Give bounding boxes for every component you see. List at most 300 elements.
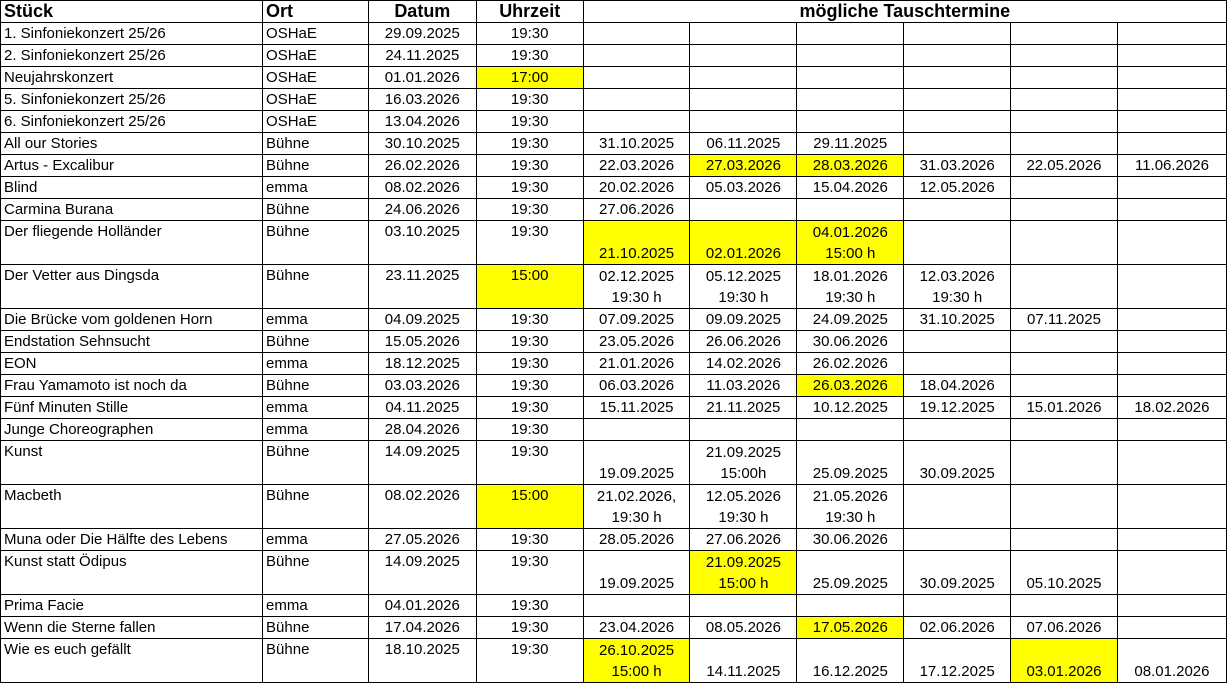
cell-date: 04.11.2025 [368, 397, 476, 419]
exchange-line1 [584, 442, 690, 463]
table-row [1, 551, 1227, 595]
cell-piece: Endstation Sehnsucht [1, 331, 263, 353]
cell-date: 24.11.2025 [368, 45, 476, 67]
cell-time: 19:30 [476, 529, 583, 551]
cell-time: 19:30 [476, 23, 583, 45]
exchange-line2: 15:00 h [718, 575, 769, 592]
cell-exchange-date [583, 639, 690, 683]
exchange-line1 [797, 552, 903, 573]
cell-piece: 6. Sinfoniekonzert 25/26 [1, 111, 263, 133]
cell-date: 24.06.2026 [368, 199, 476, 221]
cell-exchange-date: 05.03.2026 [690, 177, 797, 199]
cell-piece: Fünf Minuten Stille [1, 397, 263, 419]
cell-venue: emma [263, 397, 369, 419]
cell-piece: Wenn die Sterne fallen [1, 617, 263, 639]
table-row [1, 331, 1227, 353]
cell-exchange-date [1117, 639, 1226, 683]
cell-time: 19:30 [476, 551, 583, 595]
cell-time: 19:30 [476, 397, 583, 419]
cell-exchange-date: 15.11.2025 [583, 397, 690, 419]
exchange-line1 [904, 640, 1010, 661]
exchange-line1 [904, 442, 1010, 463]
cell-exchange-date: 12.05.2026 [904, 177, 1011, 199]
cell-exchange-date [904, 529, 1011, 551]
exchange-line1: 04.01.2026 [812, 224, 888, 241]
exchange-line2: 05.10.2025 [1026, 575, 1102, 592]
cell-exchange-date [583, 111, 690, 133]
cell-exchange-date [583, 595, 690, 617]
cell-exchange-date [583, 419, 690, 441]
exchange-line2: 19:30 h [611, 289, 662, 306]
cell-piece: 5. Sinfoniekonzert 25/26 [1, 89, 263, 111]
cell-time: 19:30 [476, 133, 583, 155]
cell-exchange-date [904, 45, 1011, 67]
exchange-line2: 19.09.2025 [599, 575, 675, 592]
cell-exchange-date: 21.11.2025 [690, 397, 797, 419]
cell-exchange-date [1117, 617, 1226, 639]
cell-exchange-date [904, 111, 1011, 133]
exchange-line2: 03.01.2026 [1026, 663, 1102, 680]
cell-exchange-date [904, 67, 1011, 89]
exchange-line2: 17.12.2025 [919, 663, 995, 680]
exchange-line2: 14.11.2025 [706, 663, 781, 680]
exchange-line2: 19:30 h [932, 289, 983, 306]
cell-exchange-date: 17.05.2026 [797, 617, 904, 639]
table-row [1, 639, 1227, 683]
exchange-line1 [797, 442, 903, 463]
exchange-line1: 05.12.2025 [705, 268, 781, 285]
cell-exchange-date [1117, 551, 1226, 595]
cell-venue: OSHaE [263, 67, 369, 89]
cell-exchange-date: 30.06.2026 [797, 529, 904, 551]
cell-exchange-date [690, 199, 797, 221]
cell-exchange-date [797, 23, 904, 45]
cell-exchange-date [1011, 23, 1118, 45]
cell-exchange-date [690, 23, 797, 45]
cell-date: 18.12.2025 [368, 353, 476, 375]
cell-piece: Muna oder Die Hälfte des Lebens [1, 529, 263, 551]
cell-exchange-date [797, 111, 904, 133]
cell-exchange-date [797, 485, 904, 529]
exchange-line2: 25.09.2025 [812, 465, 888, 482]
cell-exchange-date: 20.02.2026 [583, 177, 690, 199]
cell-exchange-date: 29.11.2025 [797, 133, 904, 155]
exchange-line2: 19:30 h [718, 289, 769, 306]
table-row [1, 177, 1227, 199]
cell-piece: 2. Sinfoniekonzert 25/26 [1, 45, 263, 67]
exchange-line2: 15:00h [720, 465, 767, 482]
cell-piece: Macbeth [1, 485, 263, 529]
cell-exchange-date [583, 221, 690, 265]
table-row [1, 155, 1227, 177]
cell-piece: Carmina Burana [1, 199, 263, 221]
cell-exchange-date: 19.12.2025 [904, 397, 1011, 419]
cell-time: 19:30 [476, 331, 583, 353]
exchange-line1: 12.05.2026 [705, 488, 781, 505]
exchange-line1 [584, 222, 690, 243]
cell-date: 14.09.2025 [368, 551, 476, 595]
cell-date: 08.02.2026 [368, 485, 476, 529]
exchange-line1: 21.09.2025 [705, 554, 781, 571]
exchange-line2: 21.10.2025 [599, 245, 675, 262]
cell-time: 19:30 [476, 353, 583, 375]
cell-date: 04.09.2025 [368, 309, 476, 331]
cell-exchange-date [797, 639, 904, 683]
cell-exchange-date [904, 353, 1011, 375]
cell-exchange-date [1117, 221, 1226, 265]
exchange-line2: 25.09.2025 [812, 575, 888, 592]
cell-exchange-date: 26.06.2026 [690, 331, 797, 353]
cell-exchange-date: 26.02.2026 [797, 353, 904, 375]
cell-exchange-date [1011, 375, 1118, 397]
cell-exchange-date [1011, 331, 1118, 353]
cell-exchange-date [904, 639, 1011, 683]
cell-piece: Der fliegende Holländer [1, 221, 263, 265]
exchange-line1 [1011, 640, 1117, 661]
cell-exchange-date: 22.05.2026 [1011, 155, 1118, 177]
cell-venue: OSHaE [263, 45, 369, 67]
cell-venue: emma [263, 419, 369, 441]
cell-date: 01.01.2026 [368, 67, 476, 89]
cell-exchange-date [583, 551, 690, 595]
table-row [1, 353, 1227, 375]
cell-exchange-date [1117, 265, 1226, 309]
exchange-line2: 15:00 h [611, 663, 662, 680]
exchange-line2: 16.12.2025 [812, 663, 888, 680]
cell-piece: Kunst [1, 441, 263, 485]
cell-exchange-date [583, 45, 690, 67]
cell-exchange-date [1117, 353, 1226, 375]
cell-exchange-date: 11.06.2026 [1117, 155, 1226, 177]
cell-exchange-date [1011, 595, 1118, 617]
table-row [1, 89, 1227, 111]
exchange-line1 [690, 222, 796, 243]
table-row [1, 199, 1227, 221]
cell-date: 18.10.2025 [368, 639, 476, 683]
cell-time: 19:30 [476, 221, 583, 265]
cell-exchange-date [1117, 529, 1226, 551]
cell-time: 19:30 [476, 111, 583, 133]
cell-time: 19:30 [476, 89, 583, 111]
cell-exchange-date: 07.06.2026 [1011, 617, 1118, 639]
cell-venue: emma [263, 309, 369, 331]
table-row [1, 265, 1227, 309]
cell-exchange-date: 15.04.2026 [797, 177, 904, 199]
cell-exchange-date: 06.11.2025 [690, 133, 797, 155]
cell-time: 19:30 [476, 639, 583, 683]
cell-exchange-date [690, 265, 797, 309]
cell-exchange-date [904, 595, 1011, 617]
cell-exchange-date [1011, 45, 1118, 67]
cell-venue: Bühne [263, 375, 369, 397]
table-row [1, 133, 1227, 155]
cell-exchange-date [1117, 133, 1226, 155]
cell-exchange-date [1011, 67, 1118, 89]
cell-exchange-date: 14.02.2026 [690, 353, 797, 375]
table-row [1, 221, 1227, 265]
exchange-line2: 15:00 h [825, 245, 876, 262]
cell-time: 19:30 [476, 309, 583, 331]
header-venue: Ort [263, 1, 369, 23]
cell-exchange-date: 08.05.2026 [690, 617, 797, 639]
exchange-line1: 26.10.2025 [599, 642, 675, 659]
table-row [1, 111, 1227, 133]
cell-exchange-date [797, 89, 904, 111]
header-piece: Stück [1, 1, 263, 23]
cell-exchange-date: 28.05.2026 [583, 529, 690, 551]
cell-exchange-date: 31.10.2025 [904, 309, 1011, 331]
cell-exchange-date [583, 89, 690, 111]
cell-exchange-date [797, 221, 904, 265]
exchange-line2: 19:30 h [825, 289, 876, 306]
cell-venue: Bühne [263, 133, 369, 155]
cell-venue: emma [263, 353, 369, 375]
exchange-line2: 19:30 h [611, 509, 662, 526]
cell-piece: Junge Choreographen [1, 419, 263, 441]
table-row [1, 419, 1227, 441]
cell-venue: Bühne [263, 155, 369, 177]
table-row [1, 45, 1227, 67]
cell-date: 23.11.2025 [368, 265, 476, 309]
cell-exchange-date [690, 111, 797, 133]
cell-venue: Bühne [263, 617, 369, 639]
cell-exchange-date [583, 23, 690, 45]
exchange-line1: 21.09.2025 [705, 444, 781, 461]
header-date: Datum [368, 1, 476, 23]
cell-exchange-date [797, 265, 904, 309]
cell-exchange-date: 11.03.2026 [690, 375, 797, 397]
cell-exchange-date [797, 45, 904, 67]
cell-venue: emma [263, 529, 369, 551]
cell-exchange-date [797, 595, 904, 617]
exchange-line2: 30.09.2025 [919, 465, 995, 482]
cell-exchange-date [797, 551, 904, 595]
cell-exchange-date: 31.03.2026 [904, 155, 1011, 177]
cell-exchange-date [1117, 111, 1226, 133]
exchange-line1: 18.01.2026 [812, 268, 888, 285]
cell-time: 19:30 [476, 595, 583, 617]
exchange-line1 [797, 640, 903, 661]
cell-exchange-date [1011, 89, 1118, 111]
cell-exchange-date: 18.02.2026 [1117, 397, 1226, 419]
table-row [1, 23, 1227, 45]
cell-exchange-date [797, 199, 904, 221]
exchange-line1 [690, 640, 796, 661]
cell-date: 08.02.2026 [368, 177, 476, 199]
cell-exchange-date: 09.09.2025 [690, 309, 797, 331]
cell-venue: Bühne [263, 199, 369, 221]
cell-exchange-date [904, 265, 1011, 309]
cell-exchange-date: 02.06.2026 [904, 617, 1011, 639]
exchange-line2: 02.01.2026 [705, 245, 781, 262]
cell-time: 19:30 [476, 177, 583, 199]
cell-exchange-date [690, 551, 797, 595]
cell-time: 19:30 [476, 45, 583, 67]
exchange-line2: 19:30 h [825, 509, 876, 526]
cell-exchange-date [904, 485, 1011, 529]
cell-exchange-date [690, 221, 797, 265]
table-row [1, 485, 1227, 529]
table-row [1, 617, 1227, 639]
cell-exchange-date [1011, 639, 1118, 683]
cell-exchange-date: 27.06.2026 [690, 529, 797, 551]
exchange-line2: 30.09.2025 [919, 575, 995, 592]
cell-exchange-date [1011, 419, 1118, 441]
cell-exchange-date [797, 67, 904, 89]
cell-exchange-date [1117, 595, 1226, 617]
cell-exchange-date [904, 551, 1011, 595]
cell-exchange-date [904, 23, 1011, 45]
cell-date: 03.10.2025 [368, 221, 476, 265]
cell-time: 15:00 [476, 485, 583, 529]
cell-exchange-date [1117, 309, 1226, 331]
cell-piece: 1. Sinfoniekonzert 25/26 [1, 23, 263, 45]
cell-exchange-date: 15.01.2026 [1011, 397, 1118, 419]
cell-exchange-date [1117, 419, 1226, 441]
cell-date: 28.04.2026 [368, 419, 476, 441]
cell-venue: Bühne [263, 331, 369, 353]
cell-exchange-date: 31.10.2025 [583, 133, 690, 155]
cell-venue: OSHaE [263, 111, 369, 133]
cell-piece: Frau Yamamoto ist noch da [1, 375, 263, 397]
cell-exchange-date: 28.03.2026 [797, 155, 904, 177]
cell-venue: Bühne [263, 639, 369, 683]
cell-exchange-date: 07.11.2025 [1011, 309, 1118, 331]
cell-time: 17:00 [476, 67, 583, 89]
cell-exchange-date [690, 639, 797, 683]
cell-exchange-date [797, 441, 904, 485]
cell-piece: EON [1, 353, 263, 375]
header-row [1, 1, 1227, 23]
exchange-line1: 21.05.2026 [812, 488, 888, 505]
exchange-line2: 19.09.2025 [599, 465, 675, 482]
cell-exchange-date: 27.06.2026 [583, 199, 690, 221]
cell-exchange-date [1011, 199, 1118, 221]
cell-piece: Kunst statt Ödipus [1, 551, 263, 595]
cell-exchange-date [1011, 485, 1118, 529]
cell-exchange-date: 21.01.2026 [583, 353, 690, 375]
header-time: Uhrzeit [476, 1, 583, 23]
cell-piece: Der Vetter aus Dingsda [1, 265, 263, 309]
cell-date: 13.04.2026 [368, 111, 476, 133]
cell-exchange-date: 27.03.2026 [690, 155, 797, 177]
cell-time: 19:30 [476, 155, 583, 177]
cell-exchange-date [583, 485, 690, 529]
cell-time: 19:30 [476, 419, 583, 441]
cell-time: 15:00 [476, 265, 583, 309]
table-row [1, 441, 1227, 485]
cell-exchange-date [1011, 441, 1118, 485]
table-row [1, 397, 1227, 419]
exchange-line1 [904, 552, 1010, 573]
table-row [1, 595, 1227, 617]
cell-piece: Die Brücke vom goldenen Horn [1, 309, 263, 331]
exchange-line1: 02.12.2025 [599, 268, 675, 285]
cell-exchange-date [904, 221, 1011, 265]
cell-venue: Bühne [263, 265, 369, 309]
cell-exchange-date [797, 419, 904, 441]
cell-exchange-date [690, 595, 797, 617]
cell-venue: Bühne [263, 551, 369, 595]
cell-exchange-date [1011, 353, 1118, 375]
cell-date: 29.09.2025 [368, 23, 476, 45]
exchange-line2: 08.01.2026 [1134, 663, 1210, 680]
cell-date: 30.10.2025 [368, 133, 476, 155]
cell-exchange-date [904, 441, 1011, 485]
cell-exchange-date [583, 67, 690, 89]
schedule-body [1, 23, 1227, 683]
exchange-line2: 19:30 h [718, 509, 769, 526]
cell-piece: Neujahrskonzert [1, 67, 263, 89]
cell-exchange-date [690, 441, 797, 485]
cell-exchange-date: 23.04.2026 [583, 617, 690, 639]
cell-exchange-date [1117, 67, 1226, 89]
cell-venue: OSHaE [263, 23, 369, 45]
cell-date: 27.05.2026 [368, 529, 476, 551]
cell-exchange-date [1011, 221, 1118, 265]
cell-exchange-date: 26.03.2026 [797, 375, 904, 397]
cell-exchange-date [904, 89, 1011, 111]
cell-exchange-date [1011, 529, 1118, 551]
cell-time: 19:30 [476, 441, 583, 485]
cell-venue: Bühne [263, 441, 369, 485]
cell-date: 14.09.2025 [368, 441, 476, 485]
cell-exchange-date [1117, 199, 1226, 221]
cell-date: 04.01.2026 [368, 595, 476, 617]
cell-exchange-date [904, 419, 1011, 441]
cell-exchange-date [1117, 485, 1226, 529]
cell-venue: emma [263, 177, 369, 199]
cell-exchange-date [1011, 177, 1118, 199]
cell-exchange-date [1011, 265, 1118, 309]
cell-exchange-date [1117, 23, 1226, 45]
cell-date: 26.02.2026 [368, 155, 476, 177]
cell-date: 03.03.2026 [368, 375, 476, 397]
cell-exchange-date [690, 89, 797, 111]
cell-exchange-date [690, 67, 797, 89]
cell-exchange-date [904, 133, 1011, 155]
cell-exchange-date [1011, 133, 1118, 155]
cell-exchange-date [583, 441, 690, 485]
table-row [1, 309, 1227, 331]
cell-exchange-date: 18.04.2026 [904, 375, 1011, 397]
table-row [1, 529, 1227, 551]
cell-exchange-date [1117, 45, 1226, 67]
exchange-line1 [584, 552, 690, 573]
cell-exchange-date: 22.03.2026 [583, 155, 690, 177]
cell-venue: Bühne [263, 485, 369, 529]
cell-exchange-date: 30.06.2026 [797, 331, 904, 353]
table-row [1, 375, 1227, 397]
cell-exchange-date: 06.03.2026 [583, 375, 690, 397]
cell-exchange-date: 23.05.2026 [583, 331, 690, 353]
table-row [1, 67, 1227, 89]
cell-exchange-date [1117, 177, 1226, 199]
cell-piece: Prima Facie [1, 595, 263, 617]
cell-piece: All our Stories [1, 133, 263, 155]
cell-time: 19:30 [476, 617, 583, 639]
header-exchange-dates: mögliche Tauschtermine [583, 1, 1226, 23]
cell-date: 17.04.2026 [368, 617, 476, 639]
cell-date: 15.05.2026 [368, 331, 476, 353]
cell-exchange-date [1117, 375, 1226, 397]
cell-date: 16.03.2026 [368, 89, 476, 111]
cell-piece: Blind [1, 177, 263, 199]
cell-exchange-date [690, 419, 797, 441]
cell-exchange-date: 10.12.2025 [797, 397, 904, 419]
cell-exchange-date [1117, 441, 1226, 485]
cell-exchange-date [690, 485, 797, 529]
